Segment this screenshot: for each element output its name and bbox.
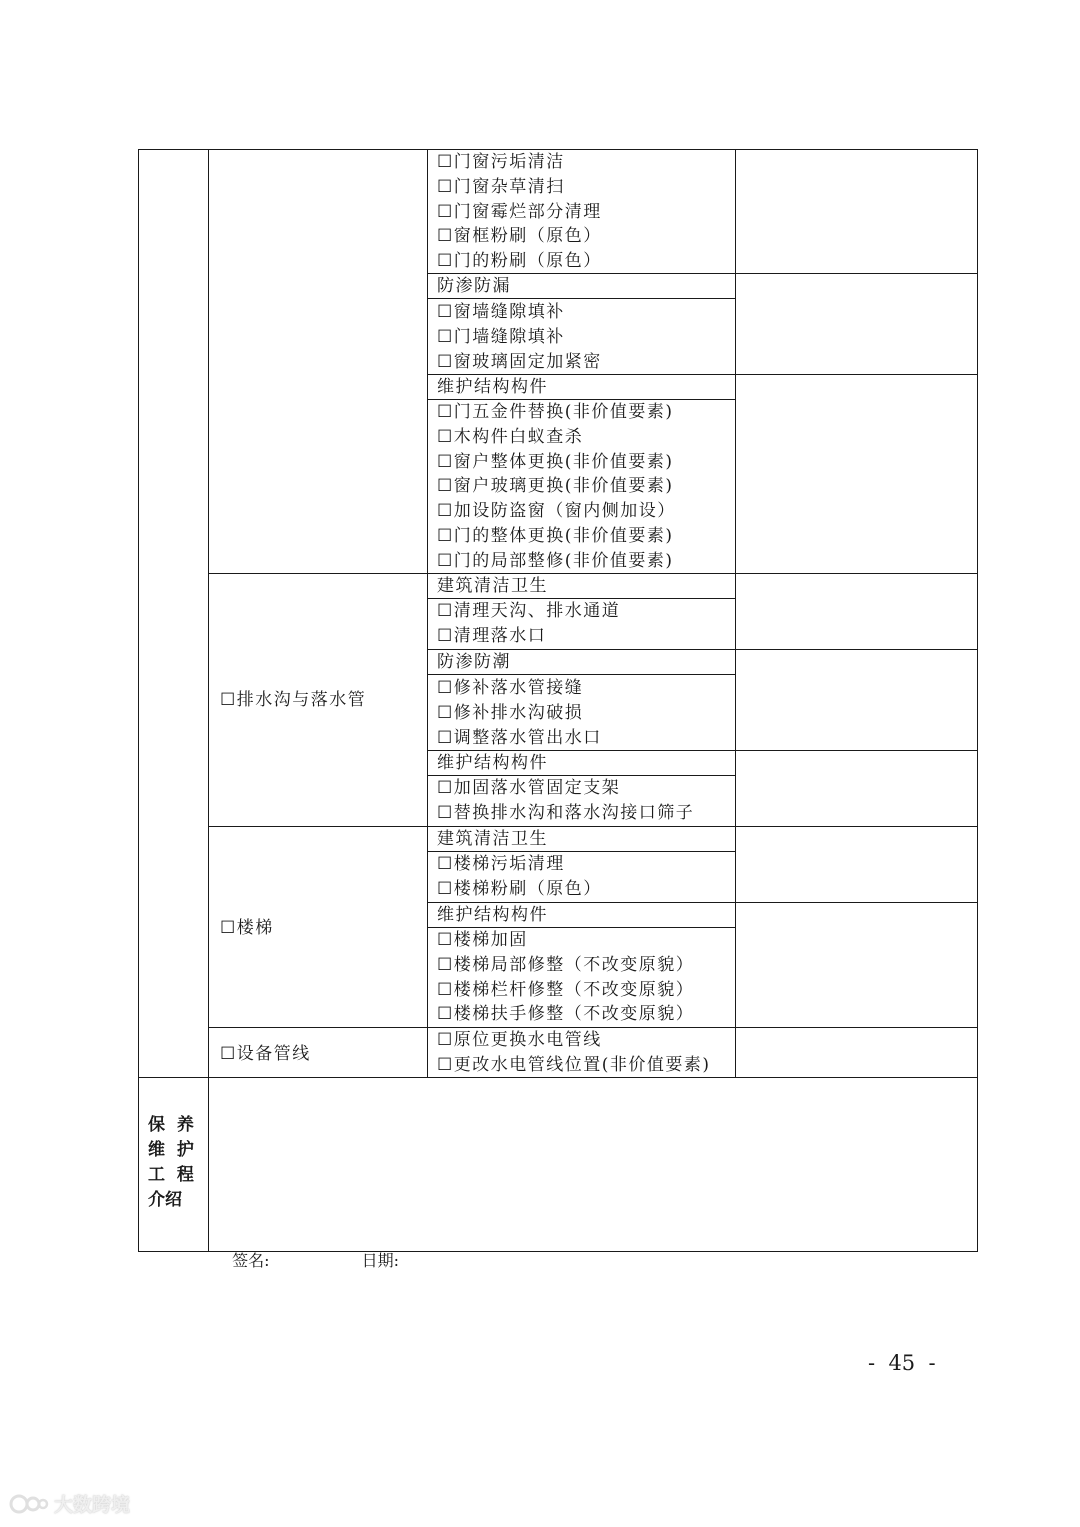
- checkbox-item[interactable]: ☐木构件白蚁查杀: [437, 426, 584, 447]
- component-label-pipes[interactable]: ☐设备管线: [220, 1044, 311, 1064]
- checkbox-item[interactable]: ☐清理落水口: [437, 625, 547, 646]
- row-divider-stairs: [208, 826, 978, 827]
- section-label-line: 工 程: [148, 1165, 194, 1185]
- category-label: 维护结构构件: [437, 377, 548, 397]
- date-label: 日期:: [361, 1251, 399, 1270]
- measure-category-header: [437, 574, 548, 599]
- checkbox-item[interactable]: ☐门五金件替换(非价值要素): [437, 402, 674, 422]
- checkbox-item[interactable]: ☐加设防盗窗（窗内侧加设）: [437, 501, 676, 522]
- category-label: 防渗防潮: [437, 652, 511, 672]
- checkbox-item[interactable]: ☐楼梯栏杆修整（不改变原貌）: [437, 979, 695, 1000]
- checkbox-item[interactable]: ☐修补落水管接缝: [437, 678, 584, 698]
- checkbox-item[interactable]: ☐原位更换水电管线: [437, 1030, 602, 1050]
- watermark-logo-icon: [8, 1492, 50, 1516]
- checkbox-item[interactable]: ☐窗户整体更换(非价值要素): [437, 451, 674, 472]
- section-label-line: 维 护: [148, 1140, 194, 1160]
- category-label: 建筑清洁卫生: [437, 829, 548, 849]
- checkbox-item[interactable]: ☐加固落水管固定支架: [437, 778, 621, 798]
- checkbox-item[interactable]: ☐调整落水管出水口: [437, 727, 602, 748]
- category-label: 维护结构构件: [437, 905, 548, 925]
- section-label-line: 保 养: [148, 1115, 194, 1135]
- checkbox-item[interactable]: ☐窗户玻璃更换(非价值要素): [437, 476, 674, 497]
- checkbox-item[interactable]: ☐门墙缝隙填补: [437, 326, 565, 347]
- col-divider-2: [427, 149, 428, 1077]
- measure-group: [437, 400, 676, 574]
- checkbox-item[interactable]: ☐楼梯局部修整（不改变原貌）: [437, 954, 695, 975]
- category-label: 建筑清洁卫生: [437, 576, 548, 596]
- checkbox-item[interactable]: ☐门的局部整修(非价值要素): [437, 550, 674, 571]
- measure-group: [437, 300, 602, 374]
- measure-group: [437, 928, 694, 1027]
- checkbox-item[interactable]: ☐楼梯污垢清理: [437, 854, 565, 874]
- measure-category-header: [437, 751, 548, 776]
- checkbox-item[interactable]: ☐窗玻璃固定加紧密: [437, 351, 602, 372]
- measure-group: [437, 1028, 711, 1078]
- section-label-line: 介绍: [148, 1190, 182, 1210]
- measure-category-header: [437, 274, 511, 299]
- table-right-border: [977, 149, 978, 1252]
- measure-group: [437, 776, 694, 826]
- checkbox-item[interactable]: ☐门窗污垢清洁: [437, 152, 565, 172]
- category-label: 防渗防漏: [437, 276, 511, 296]
- watermark-text: 大数跨境: [54, 1494, 131, 1516]
- measure-category-header: [437, 650, 511, 675]
- signature-line: [222, 1228, 399, 1272]
- page-number: - 45 -: [868, 1351, 936, 1375]
- checkbox-item[interactable]: ☐门窗杂草清扫: [437, 176, 565, 197]
- measure-group: [437, 599, 620, 649]
- component-label-drainage[interactable]: ☐排水沟与落水管: [220, 690, 367, 710]
- measure-category-header: [437, 827, 548, 852]
- checkbox-item[interactable]: ☐楼梯加固: [437, 930, 528, 950]
- checkbox-item[interactable]: ☐门的粉刷（原色）: [437, 251, 602, 272]
- category-label: 维护结构构件: [437, 753, 548, 773]
- checkbox-item[interactable]: ☐窗墙缝隙填补: [437, 302, 565, 322]
- section-label-maintenance-intro: [148, 1113, 200, 1213]
- col-divider-1: [208, 149, 209, 1252]
- checkbox-item[interactable]: ☐修补排水沟破损: [437, 702, 584, 723]
- checkbox-item[interactable]: ☐替换排水沟和落水沟接口筛子: [437, 802, 695, 823]
- watermark: [8, 1490, 130, 1517]
- table-left-border: [138, 149, 139, 1252]
- component-label-stairs[interactable]: ☐楼梯: [220, 918, 274, 938]
- measure-group: [437, 676, 602, 750]
- checkbox-item[interactable]: ☐门的整体更换(非价值要素): [437, 525, 674, 546]
- checkbox-item[interactable]: ☐楼梯扶手修整（不改变原貌）: [437, 1004, 695, 1025]
- col-divider-3: [735, 149, 736, 1077]
- checkbox-item[interactable]: ☐更改水电管线位置(非价值要素): [437, 1054, 711, 1075]
- signature-label: 签名:: [232, 1251, 270, 1270]
- checkbox-item[interactable]: ☐清理天沟、排水通道: [437, 601, 621, 621]
- checkbox-item[interactable]: ☐窗框粉刷（原色）: [437, 226, 602, 247]
- checkbox-item[interactable]: ☐门窗霉烂部分清理: [437, 201, 602, 222]
- measure-group: [437, 150, 602, 274]
- measure-category-header: [437, 903, 548, 928]
- checkbox-item[interactable]: ☐楼梯粉刷（原色）: [437, 878, 602, 899]
- measure-group: [437, 852, 602, 902]
- measure-category-header: [437, 375, 548, 400]
